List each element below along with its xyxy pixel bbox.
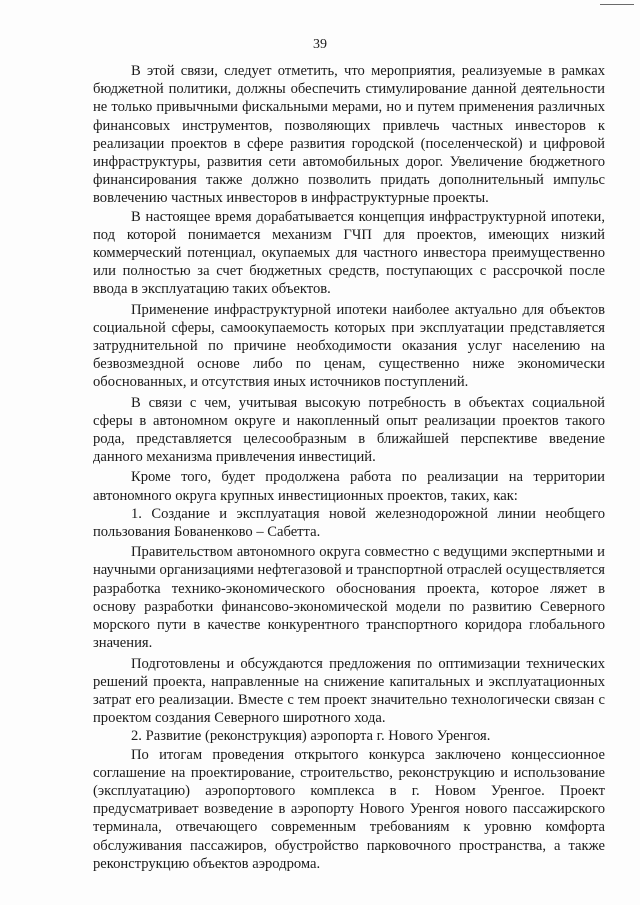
list-item: 1. Создание и эксплуатация новой железнодорожной линии необщего пользования Бованенково – Сабетта. xyxy=(93,505,605,541)
list-item: 2. Развитие (реконструкция) аэропорта г. Нового Уренгоя. xyxy=(131,728,491,745)
paragraph: Правительством автономного округа совместно с ведущими экспертными и научными организациями нефтегазовой и транспортной отраслей осуществляется разработка технико-экономического обоснования проекта, которое ляжет в основу разработки финансово-экономической модели по развитию Северного морского пути в качестве конкурентного транспортного коридора глобального значения. xyxy=(93,544,605,652)
scan-edge-line xyxy=(600,4,634,5)
page-number: 39 xyxy=(313,37,327,52)
paragraph: По итогам проведения открытого конкурса заключено концессионное соглашение на проектирование, строительство, реконструкцию и использование (эксплуатацию) аэропортового комплекса в г. Новом Уренгое. Проект предусматривает возведение в аэропорту Нового Уренгоя нового пассажирского терминала, отвечающего современным требованиям к уровню комфорта обслуживания пассажиров, обустройство парковочного пространства, а также реконструкцию объектов аэродрома. xyxy=(93,746,605,872)
paragraph: Подготовлены и обсуждаются предложения по оптимизации технических решений проекта, направленные на снижение капитальных и эксплуатационных затрат его реализации. Вместе с тем проект значительно технологически связан с проектом создания Северного широтного хода. xyxy=(93,655,605,727)
paragraph: В этой связи, следует отметить, что мероприятия, реализуемые в рамках бюджетной политики, должны обеспечить стимулирование данной деятельности не только привычными фискальными мерами, но и путем применения различных финансовых инструментов, позволяющих привлечь частных инвесторов к реализации проектов в сфере развития городской (поселенческой) и цифровой инфраструктуры, развития сети автомобильных дорог. Увеличение бюджетного финансирования также должно позволить придать дополнительный импульс вовлечению частных инвесторов в инфраструктурные проекты. xyxy=(93,63,605,207)
paragraph: Кроме того, будет продолжена работа по реализации на территории автономного округа крупных инвестиционных проектов, таких, как: xyxy=(93,469,605,504)
paragraph: Применение инфраструктурной ипотеки наиболее актуально для объектов социальной сферы, самоокупаемость которых при эксплуатации представляется затруднительной по причине необходимости оказания услуг населению на безвозмездной основе либо по ценам, существенно ниже экономически обоснованных, и отсутствия иных источников поступлений. xyxy=(93,301,605,391)
paragraph: В связи с чем, учитывая высокую потребность в объектах социальной сферы в автономном округе и накопленный опыт реализации проектов такого рода, представляется целесообразным в ближайшей перспективе введение данного механизма привлечения инвестиций. xyxy=(93,394,605,466)
body-text xyxy=(93,62,605,873)
paragraph: В настоящее время дорабатывается концепция инфраструктурной ипотеки, под которой понимается механизм ГЧП для проектов, имеющих низкий коммерческий потенциал, окупаемых для частного инвестора преимущественно или полностью за счет бюджетных средств, поступающих с рассрочкой после ввода в эксплуатацию таких объектов. xyxy=(93,208,605,298)
